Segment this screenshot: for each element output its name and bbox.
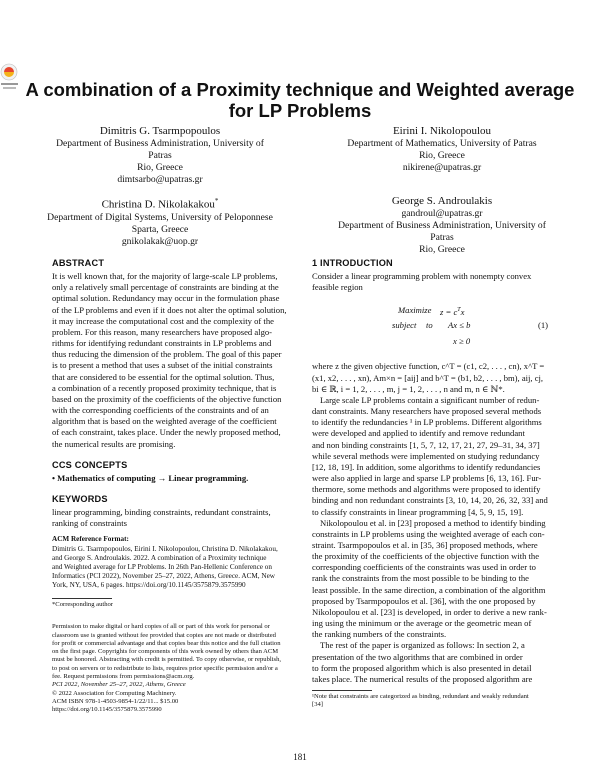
copyright-line: © 2022 Association for Computing Machinery. xyxy=(52,689,177,697)
title-line-2: for LP Problems xyxy=(228,100,372,121)
eq-keyword-subject: subject xyxy=(392,320,417,331)
intro-line: and non binding constraints [1, 5, 7, 12, 17, 21, 27, 29–31, 34, 37] xyxy=(312,439,540,450)
intro-paragraph-2 xyxy=(312,395,552,518)
eq-keyword-to: to xyxy=(426,320,433,331)
permission-notice xyxy=(52,623,294,714)
abstract-line: it may increase the computational cost and the complexity of the xyxy=(52,315,274,326)
author-name: Eirini I. Nikolopoulou xyxy=(392,125,492,137)
left-column xyxy=(52,258,294,715)
intro-lead xyxy=(312,271,552,293)
eq-nonnegativity: x ≥ 0 xyxy=(453,336,471,347)
intro-line: dant constraints. Many researchers have proposed several methods xyxy=(312,406,542,417)
permission-line: classroom use is granted without fee provided that copies are not made or distributed xyxy=(52,631,276,639)
author-location: Rio, Greece xyxy=(419,244,465,255)
intro-line: Nikolopoulou et al. [23] is developed, in order to derive a new rank- xyxy=(312,606,547,617)
footnote-line: ¹Note that constraints are categorized as binding, redundant and weakly redundant xyxy=(312,693,529,700)
author-affiliation: Department of Digital Systems, University of Peloponnese xyxy=(47,211,273,223)
intro-line: to identify the redundancies ¹ in LP problems. Different algorithms xyxy=(312,417,542,428)
acm-reference-line: Dimitris G. Tsarmpopoulos, Eirini I. Nikolopoulou, Christina D. Nikolakakou, xyxy=(52,544,278,553)
permission-line: on the first page. Copyrights for components of this work owned by others than ACM xyxy=(52,648,279,656)
intro-line: least possible. In the same direction, a combination of the algorithm xyxy=(312,584,546,595)
intro-line: ing using the minimum or the average or the geometric mean of xyxy=(312,618,532,629)
paper-title xyxy=(0,79,600,121)
intro-line: thermore, some methods and algorithms were proposed to identify xyxy=(312,484,541,495)
author-location: Sparta, Greece xyxy=(131,223,189,235)
author-name: Christina D. Nikolakakou* xyxy=(101,197,219,211)
keywords-line: ranking of constraints xyxy=(52,518,127,529)
intro-line: straint. Tsarmpopoulos et al. in [35, 36] proposed methods, where xyxy=(312,539,538,550)
intro-line: to form the proposed algorithm which is also presented in detail xyxy=(312,662,532,673)
author-block-2 xyxy=(322,124,562,174)
intro-line: The rest of the paper is organized as follows: In section 2, a xyxy=(320,640,525,651)
eq-keyword-maximize: Maximize xyxy=(398,305,432,316)
abstract-line: problem. For this reason, many researchers have proposed algo- xyxy=(52,326,273,337)
intro-line: proposed by Tsarmpopoulos et al. [36], with the one proposed by xyxy=(312,595,536,606)
abstract-line: of each constraint, takes place. Under the newly proposed method, xyxy=(52,427,281,438)
footnote-rule xyxy=(52,598,112,599)
ccs-heading: CCS CONCEPTS xyxy=(52,459,128,470)
abstract-line: the numerical results are promising. xyxy=(52,438,176,449)
acm-reference-doi[interactable]: York, NY, USA, 6 pages. https://doi.org/10.1145/3575879.3575990 xyxy=(52,580,246,589)
intro-line: bi ∈ ℝ, i = 1, 2, . . . , m, j = 1, 2, . . . , n and m, n ∈ ℕ*. xyxy=(312,383,505,394)
equation-description xyxy=(312,361,552,394)
author-affiliation: Patras xyxy=(430,232,454,243)
page-number: 181 xyxy=(293,752,307,762)
author-name: Dimitris G. Tsarmpopoulos xyxy=(99,125,221,137)
eq-objective: $z = c^Tx$ xyxy=(440,307,465,318)
abstract-line: only a relatively small percentage of constraints are binding at the xyxy=(52,282,279,293)
footnote-line: [34] xyxy=(312,701,323,709)
acm-reference-line: and Weighted average for LP Problems. In 26th Pan-Hellenic Conference on xyxy=(52,562,272,571)
intro-line: the ranking numbers of the constraints. xyxy=(312,629,447,640)
keywords-heading: KEYWORDS xyxy=(52,493,108,504)
corresponding-author-note: *Corresponding author xyxy=(52,601,113,608)
acm-reference-line: and George S. Androulakis. 2022. A combination of a Proximity technique xyxy=(52,553,267,562)
acm-reference-line: Informatics (PCI 2022), November 25–27, 2022, Athens, Greece. ACM, New xyxy=(52,571,275,580)
keywords-list xyxy=(52,507,294,529)
author-affiliation: Department of Business Administration, University of xyxy=(338,220,546,231)
abstract-line: that are considered to be essential for the optimal solution. Thus, xyxy=(52,371,275,382)
author-location: Rio, Greece xyxy=(419,150,465,161)
author-email[interactable]: dimtsarbo@upatras.gr xyxy=(117,174,203,185)
ccs-concept: • Mathematics of computing → Linear programming. xyxy=(52,472,249,483)
abstract-line: algorithm that is based on the weighted average of the coefficient xyxy=(52,416,277,427)
author-block-3 xyxy=(30,194,290,248)
abstract-line: a combination of a recently proposed proximity technique, that is xyxy=(52,382,277,393)
abstract-body xyxy=(52,271,294,450)
abstract-heading: ABSTRACT xyxy=(52,258,105,268)
abstract-line: of the LP problems and even if it does not alter the optimal solution, xyxy=(52,304,287,315)
author-affiliation: Department of Mathematics, University of Patras xyxy=(347,138,537,149)
intro-line: corresponding coefficients of the constraints was used in order to xyxy=(312,562,536,573)
footnote xyxy=(312,693,552,710)
permission-line: must be honored. Abstracting with credit is permitted. To copy otherwise, or republish, xyxy=(52,656,282,664)
intro-line: rank the constraints from the most possible to be binding to the xyxy=(312,573,529,584)
abstract-line: optimal solution. Redundancy may occur in the formulation phase xyxy=(52,293,280,304)
acm-reference-heading: ACM Reference Format: xyxy=(52,535,129,544)
permission-line: for profit or commercial advantage and that copies bear this notice and the full citation xyxy=(52,639,281,647)
intro-line: the proximity of the coefficients of the objective function with the xyxy=(312,551,540,562)
permission-line: to post on servers or to redistribute to lists, requires prior specific permission and/or a xyxy=(52,664,278,672)
author-location: Rio, Greece xyxy=(137,162,183,173)
author-block-4 xyxy=(322,194,562,256)
intro-line: binding and non redundant constraints [3, 10, 14, 20, 26, 32, 33] and xyxy=(312,495,548,506)
right-column xyxy=(312,258,552,710)
title-line-1: A combination of a Proximity technique and Weighted average xyxy=(25,79,575,100)
author-affiliation: Department of Business Administration, University of xyxy=(56,138,264,149)
abstract-line: thus reducing the dimension of the problem. The goal of this paper xyxy=(52,349,282,360)
isbn-line: ACM ISBN 978-1-4503-9854-1/22/11... $15.00 xyxy=(52,697,179,705)
intro-line: Nikolopoulou et al. in [23] proposed a method to identify binding xyxy=(320,517,546,528)
intro-line: while several methods were implemented on studying redundancy xyxy=(312,450,540,461)
intro-line: were also applied in large and sparse LP problems [6, 13, 16]. Fur- xyxy=(312,473,542,484)
equation-number: (1) xyxy=(537,320,548,331)
introduction-heading: 1 INTRODUCTION xyxy=(312,258,393,268)
eq-constraint: Ax ≤ b xyxy=(448,320,471,331)
intro-line: [12, 18, 19]. In addition, some algorithms to identify redundancies xyxy=(312,461,541,472)
intro-line: constraints in LP problems using the weighted average of each con- xyxy=(312,528,545,539)
intro-line: presentation of the two algorithms that are combined in order xyxy=(312,651,523,662)
intro-paragraph-3 xyxy=(312,518,552,641)
intro-line: feasible region xyxy=(312,282,363,293)
intro-line: (x1, x2, . . . , xn), Am×n = [aij] and b^T = (b1, b2, . . . , bm), aij, cj, xyxy=(312,372,544,383)
abstract-line: based on the proximity of the coefficients of the objective function xyxy=(52,393,282,404)
permission-line: Permission to make digital or hard copies of all or part of this work for personal or xyxy=(52,623,270,631)
keywords-line: linear programming, binding constraints, redundant constraints, xyxy=(52,507,271,518)
footnote-rule xyxy=(312,690,372,691)
equation-1 xyxy=(312,299,552,361)
intro-line: takes place. The numerical results of the proposed algorithm are xyxy=(312,673,533,684)
conference-line: PCI 2022, November 25–27, 2022, Athens, Greece xyxy=(52,681,186,689)
intro-paragraph-4 xyxy=(312,640,552,685)
author-email[interactable]: nikirene@upatras.gr xyxy=(402,162,482,173)
author-email[interactable]: gandroul@upatras.gr xyxy=(401,208,483,219)
doi-link[interactable]: https://doi.org/10.1145/3575879.3575990 xyxy=(52,706,162,714)
author-name: George S. Androulakis xyxy=(391,195,493,207)
abstract-line: is to present a method that uses a subset of the initial constraints xyxy=(52,360,273,371)
author-email[interactable]: gnikolakak@uop.gr xyxy=(121,235,199,247)
author-block-1 xyxy=(40,124,280,186)
abstract-line: rithms for identifying redundant constraints in LP problems and xyxy=(52,338,272,349)
permission-line: fee. Request permissions from permissions@acm.org. xyxy=(52,673,195,681)
acm-reference xyxy=(52,535,294,590)
author-affiliation: Patras xyxy=(148,150,172,161)
abstract-line: with the corresponding coefficients of the constraints and of an xyxy=(52,405,269,416)
intro-line: to classify constraints in linear programming [4, 5, 9, 15, 19]. xyxy=(312,506,524,517)
intro-line: were developed and applied to identify and remove redundant xyxy=(312,428,525,439)
intro-line: where z the given objective function, c^T = (c1, c2, . . . , cn), x^T = xyxy=(312,361,545,372)
abstract-line: It is well known that, for the majority of large-scale LP problems, xyxy=(52,271,278,282)
intro-line: Large scale LP problems contain a significant number of redun- xyxy=(320,394,540,405)
intro-line: Consider a linear programming problem with nonempty convex xyxy=(312,271,532,282)
